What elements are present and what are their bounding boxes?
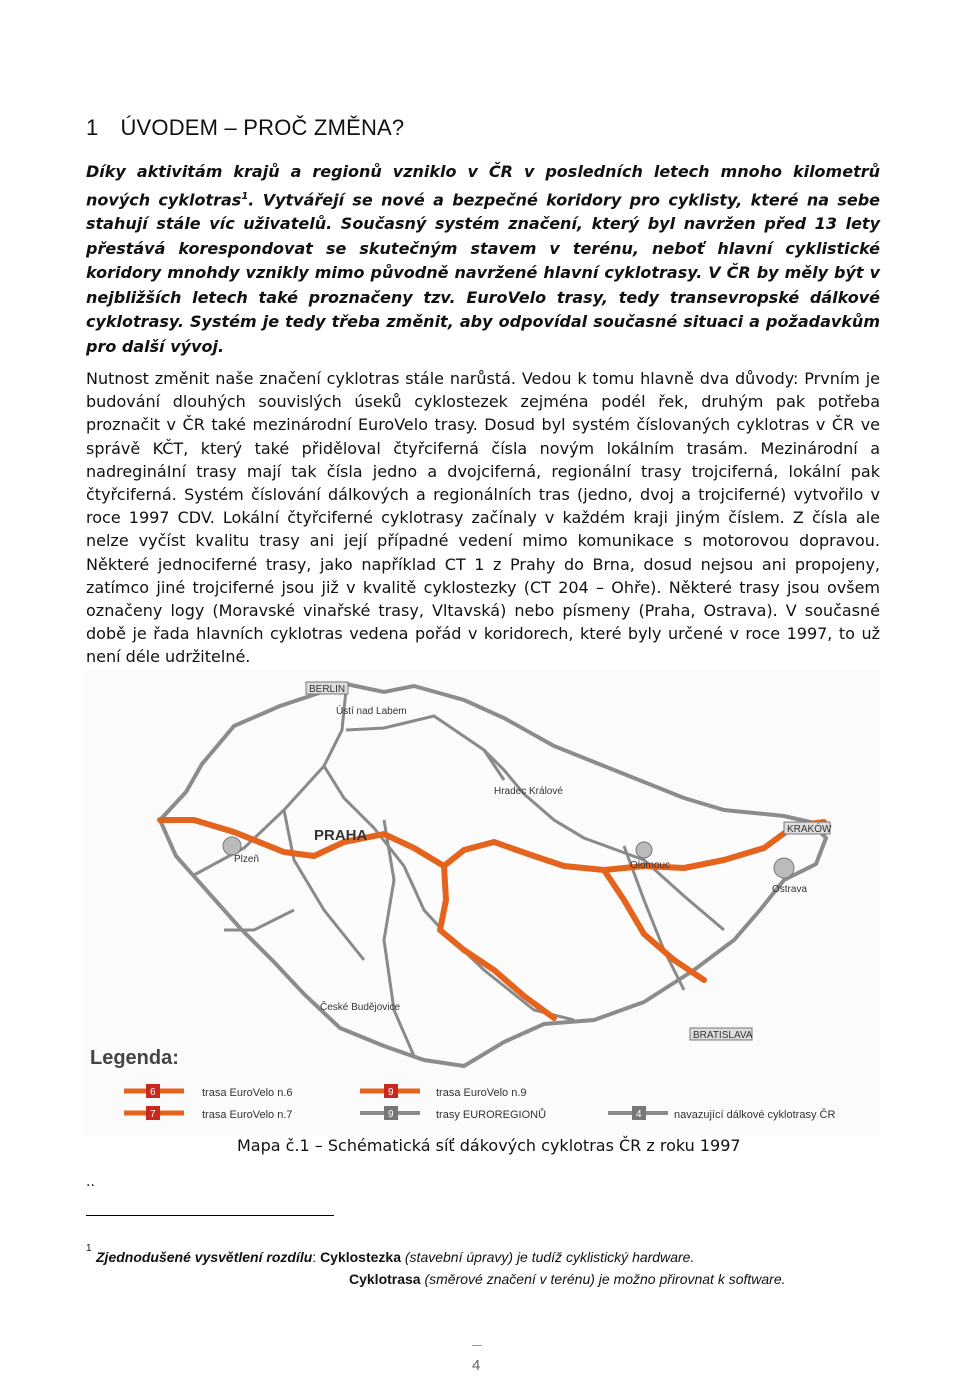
legend-badge-euroregion: 9 — [388, 1109, 394, 1120]
map-caption: Mapa č.1 – Schématická síť dákových cyklotras ČR z roku 1997 — [237, 1136, 741, 1155]
section-number: 1 — [86, 114, 99, 140]
section-heading — [86, 115, 404, 141]
legend-label-6: trasa EuroVelo n.6 — [202, 1087, 293, 1099]
page-number: 4 — [472, 1357, 481, 1374]
intro-paragraph — [86, 160, 880, 359]
city-plzen: Plzeň — [234, 854, 260, 865]
ellipsis-marker: .. — [86, 1174, 95, 1190]
city-budejovice: České Budějovice — [320, 1002, 401, 1013]
section-title: ÚVODEM – PROČ ZMĚNA? — [120, 114, 405, 140]
city-olomouc: Olomouc — [630, 860, 671, 871]
legend-badge-national: 4 — [636, 1109, 642, 1120]
cycle-route-map — [84, 670, 880, 1136]
footnote-label: Zjednodušené vysvětlení rozdílu — [96, 1249, 313, 1265]
legend-badge-7: 7 — [150, 1109, 156, 1120]
city-hradec: Hradec Králové — [494, 786, 563, 797]
legend-badge-6: 6 — [150, 1087, 156, 1098]
intro-text-1: Díky aktivitám krajů a regionů vzniklo v ČR v posledních letech mnoho kilometrů nových cyklotras — [86, 162, 880, 209]
legend-label-national: navazující dálkové cyklotrasy ČR — [674, 1109, 836, 1121]
footnote-line-1 — [96, 1249, 694, 1266]
legend — [124, 1084, 835, 1121]
city-usti: Ústí nad Labem — [336, 706, 407, 717]
footnote-reference[interactable]: 1 — [241, 190, 249, 202]
city-bratislava: BRATISLAVA — [693, 1030, 753, 1041]
legend-label-9: trasa EuroVelo n.9 — [436, 1087, 527, 1099]
city-praha: PRAHA — [314, 827, 368, 844]
intro-text-2: . Vytvářejí se nové a bezpečné koridory pro cyklisty, které na sebe stahují stále víc uživatelů. Současný systém značení, který byl navržen před 13 lety přestává korespondovat se skutečným stavem v terénu, neboť hlavní cyklistické koridory mnohdy vznikly mimo původně navržené hlavní cyklotrasy. V ČR by měly být v nejbližších letech také proznačeny tzv. EuroVelo trasy, tedy transevropské dálkové cyklotrasy. Systém je tedy třeba změnit, aby odpovídal současné situaci a požadavkům pro další vývoj. — [86, 189, 881, 356]
legend-title: Legenda: — [90, 1047, 179, 1069]
country-border — [160, 684, 826, 1066]
page-number-rule — [472, 1345, 482, 1346]
footnote-mark: 1 — [86, 1243, 92, 1254]
footnote-separator — [86, 1215, 334, 1216]
city-ostrava: Ostrava — [772, 884, 808, 895]
city-berlin: BERLIN — [309, 684, 346, 695]
footnote-term-cyklostezka: Cyklostezka — [320, 1249, 401, 1265]
body-paragraph: Nutnost změnit naše značení cyklotras stále narůstá. Vedou k tomu hlavně dva důvody: Prvním je budování dlouhých souvislých úseků cyklostezek zejména podél řek, druhým pak potřeba proznačit v ČR také mezinárodní EuroVelo trasy. Dosud byl systém číslovaných cyklotras v ČR ve správě KČT, který také přiděloval čtyřciferná čísla novým lokálním trasám. Mezinárodní a nadregináIní trasy mají tak čísla jedno a dvojciferná, regionální trasy trojciferná, lokální pak čtyřciferná. Systém číslování dálkových a regionálních tras (jedno, dvoj a trojciferné) vytvořilo v roce 1997 CDV. Lokální čtyřciferné cyklotrasy začínaly v každém kraji jiným číslem. Z čísla ale nelze vyčíst kvalitu trasy ani její případné vedení mimo komunikace s motorovou dopravou. Některé jednociferné trasy, jako například CT 1 z Prahy do Brna, dosud nejsou ani propojeny, zatímco jiné trojciferné jsou již v kvalitě cyklostezky (CT 204 – Ohře). Některé trasy jsou ovšem označeny logy (Moravské vinařské trasy, Vltavská) nebo písmeny (Praha, Ostrava). V současné době je řada hlavních cyklotras vedena pořád v koridorech, které byly určené v roce 1997, to už není déle udržitelné. — [86, 369, 880, 667]
map-figure — [84, 670, 880, 1136]
legend-label-7: trasa EuroVelo n.7 — [202, 1109, 293, 1121]
footnote-def-cyklotrasa: (směrové značení v terénu) je možno přirovnat k software. — [420, 1271, 786, 1287]
footnote-line-2 — [349, 1271, 786, 1288]
footnote-def-cyklostezka: (stavební úpravy) je tudíž cyklistický hardware. — [401, 1249, 695, 1265]
city-krakow: KRAKÓW — [787, 824, 832, 835]
legend-badge-9: 9 — [388, 1087, 394, 1098]
footnote-colon: : — [312, 1249, 321, 1265]
footnote-term-cyklotrasa: Cyklotrasa — [349, 1271, 421, 1287]
legend-label-euroregion: trasy EUROREGIONŮ — [436, 1109, 547, 1121]
